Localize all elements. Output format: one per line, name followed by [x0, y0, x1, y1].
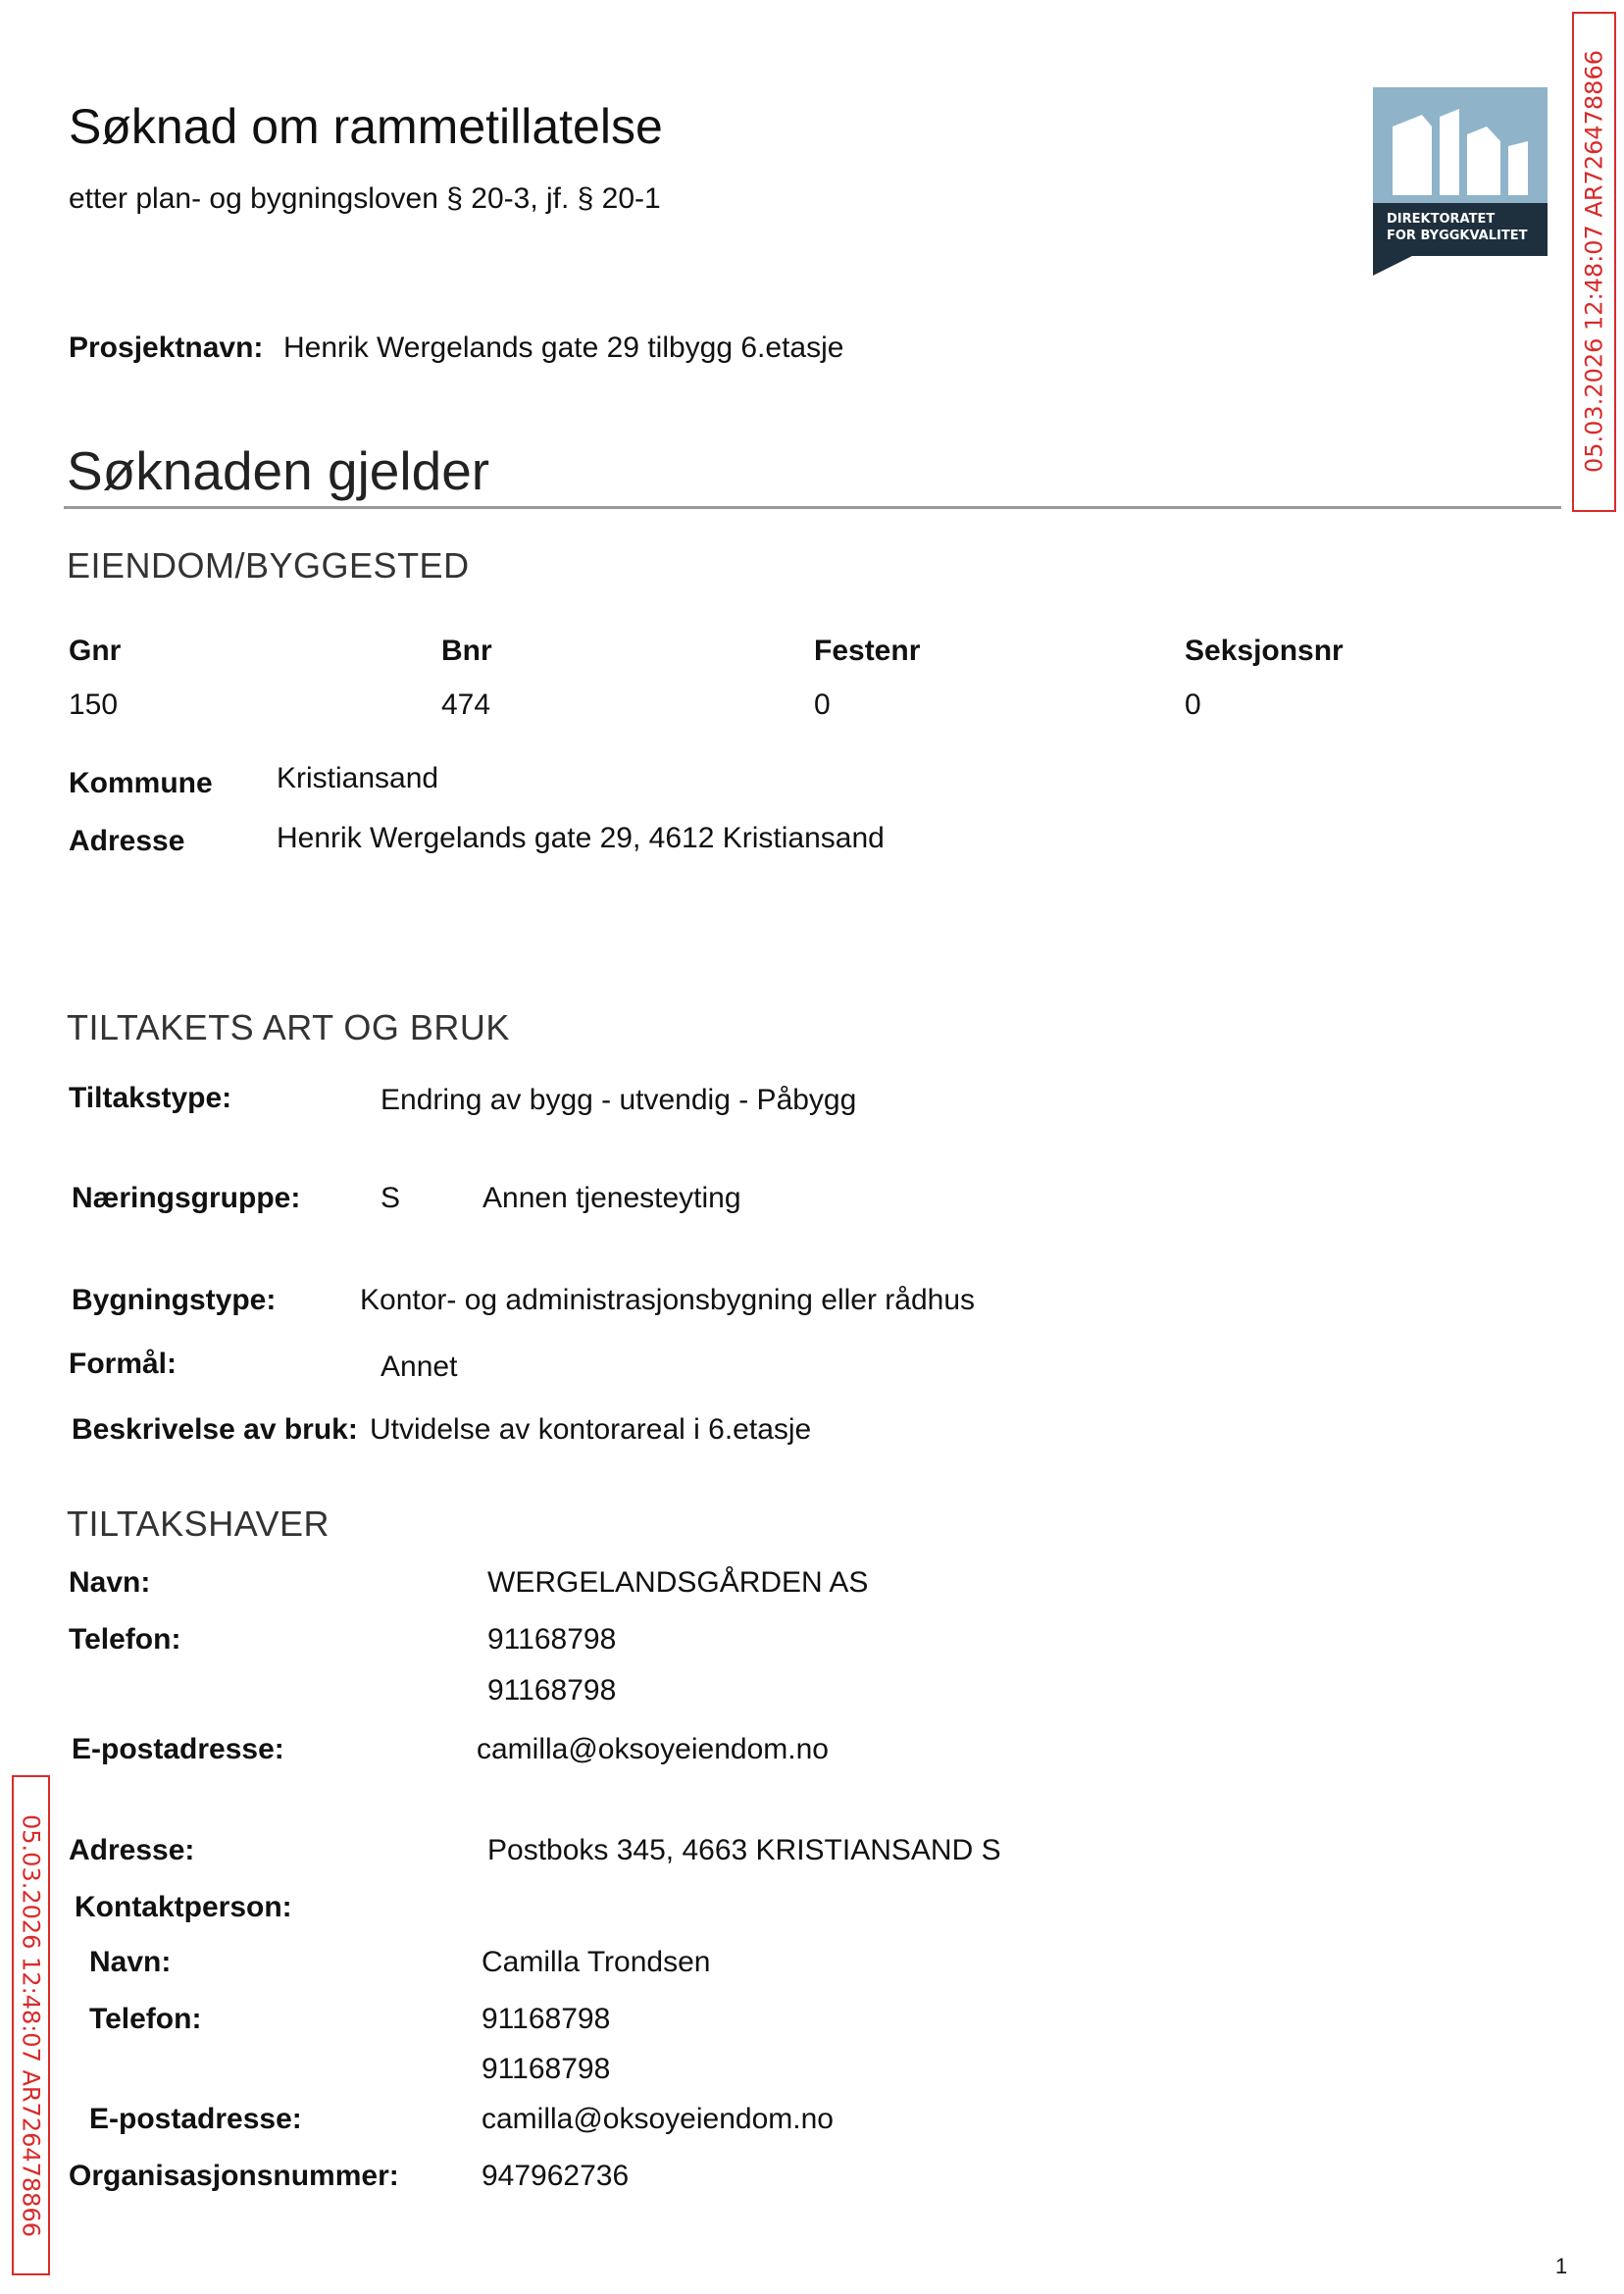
adresse-label: Adresse [69, 825, 185, 857]
tiltakshaver-navn-label: Navn: [69, 1566, 151, 1599]
bnr-header: Bnr [441, 635, 492, 667]
project-name-value: Henrik Wergelands gate 29 tilbygg 6.etasje [283, 331, 844, 364]
eiendom-heading: EIENDOM/BYGGESTED [67, 545, 470, 586]
kontaktperson-epost-value: camilla@oksoyeiendom.no [482, 2103, 834, 2135]
bygningstype-label: Bygningstype: [72, 1284, 277, 1316]
tiltakshaver-telefon-value-1: 91168798 [487, 1623, 617, 1656]
section-heading: Søknaden gjelder [67, 440, 490, 501]
tiltak-heading: TILTAKETS ART OG BRUK [67, 1007, 510, 1047]
kontaktperson-navn-value: Camilla Trondsen [482, 1946, 711, 1978]
formaal-label: Formål: [69, 1348, 178, 1380]
project-name-label: Prosjektnavn: [69, 331, 264, 364]
kontaktperson-telefon-value-1: 91168798 [482, 2003, 611, 2035]
tiltakshaver-epost-value: camilla@oksoyeiendom.no [477, 1733, 829, 1765]
tiltakstype-label: Tiltakstype: [69, 1082, 232, 1114]
document-title: Søknad om rammetillatelse [69, 99, 663, 154]
naeringsgruppe-label: Næringsgruppe: [72, 1182, 301, 1214]
festenr-header: Festenr [814, 635, 921, 667]
gnr-header: Gnr [69, 635, 122, 667]
kommune-label: Kommune [69, 767, 213, 799]
bnr-value: 474 [441, 688, 491, 721]
tiltakshaver-epost-label: E-postadresse: [72, 1733, 284, 1765]
tiltakshaver-telefon-value-2: 91168798 [487, 1674, 617, 1707]
received-stamp-left: 05.03.2026 12:48:07 AR726478866 [12, 1775, 50, 2275]
tiltakstype-value: Endring av bygg - utvendig - Påbygg [381, 1084, 857, 1116]
kommune-value: Kristiansand [277, 762, 439, 794]
festenr-value: 0 [814, 688, 831, 721]
seksjonsnr-header: Seksjonsnr [1185, 635, 1344, 667]
formaal-value: Annet [381, 1351, 458, 1383]
kontaktperson-epost-label: E-postadresse: [89, 2103, 302, 2135]
tiltakshaver-adresse-label: Adresse: [69, 1834, 195, 1866]
tiltakshaver-telefon-label: Telefon: [69, 1623, 181, 1656]
kontaktperson-telefon-value-2: 91168798 [482, 2053, 611, 2085]
beskrivelse-value: Utvidelse av kontorareal i 6.etasje [370, 1413, 812, 1446]
kontaktperson-label: Kontaktperson: [75, 1891, 292, 1923]
section-divider [64, 506, 1561, 509]
adresse-value: Henrik Wergelands gate 29, 4612 Kristiansand [277, 822, 885, 854]
kontaktperson-telefon-label: Telefon: [89, 2003, 202, 2035]
tiltakshaver-adresse-value: Postboks 345, 4663 KRISTIANSAND S [487, 1834, 1001, 1866]
logo-text-line2: FOR BYGGKVALITET [1387, 229, 1528, 243]
beskrivelse-label: Beskrivelse av bruk: [72, 1413, 358, 1446]
organisasjonsnummer-label: Organisasjonsnummer: [69, 2160, 399, 2192]
tiltakshaver-navn-value: WERGELANDSGÅRDEN AS [487, 1566, 869, 1599]
kontaktperson-navn-label: Navn: [89, 1946, 172, 1978]
seksjonsnr-value: 0 [1185, 688, 1201, 721]
naeringsgruppe-value: Annen tjenesteyting [482, 1182, 741, 1214]
dibk-logo [1373, 87, 1548, 276]
document-subtitle: etter plan- og bygningsloven § 20-3, jf. § 20-1 [69, 182, 661, 215]
page-number: 1 [1555, 2254, 1568, 2278]
tiltakshaver-heading: TILTAKSHAVER [67, 1504, 330, 1544]
organisasjonsnummer-value: 947962736 [482, 2160, 630, 2192]
naeringsgruppe-code: S [381, 1182, 401, 1214]
gnr-value: 150 [69, 688, 119, 721]
received-stamp-right: 05.03.2026 12:48:07 AR726478866 [1572, 12, 1616, 512]
building-logo-icon [1373, 87, 1548, 276]
bygningstype-value: Kontor- og administrasjonsbygning eller rådhus [360, 1284, 976, 1316]
logo-text-line1: DIREKTORATET [1387, 212, 1496, 227]
